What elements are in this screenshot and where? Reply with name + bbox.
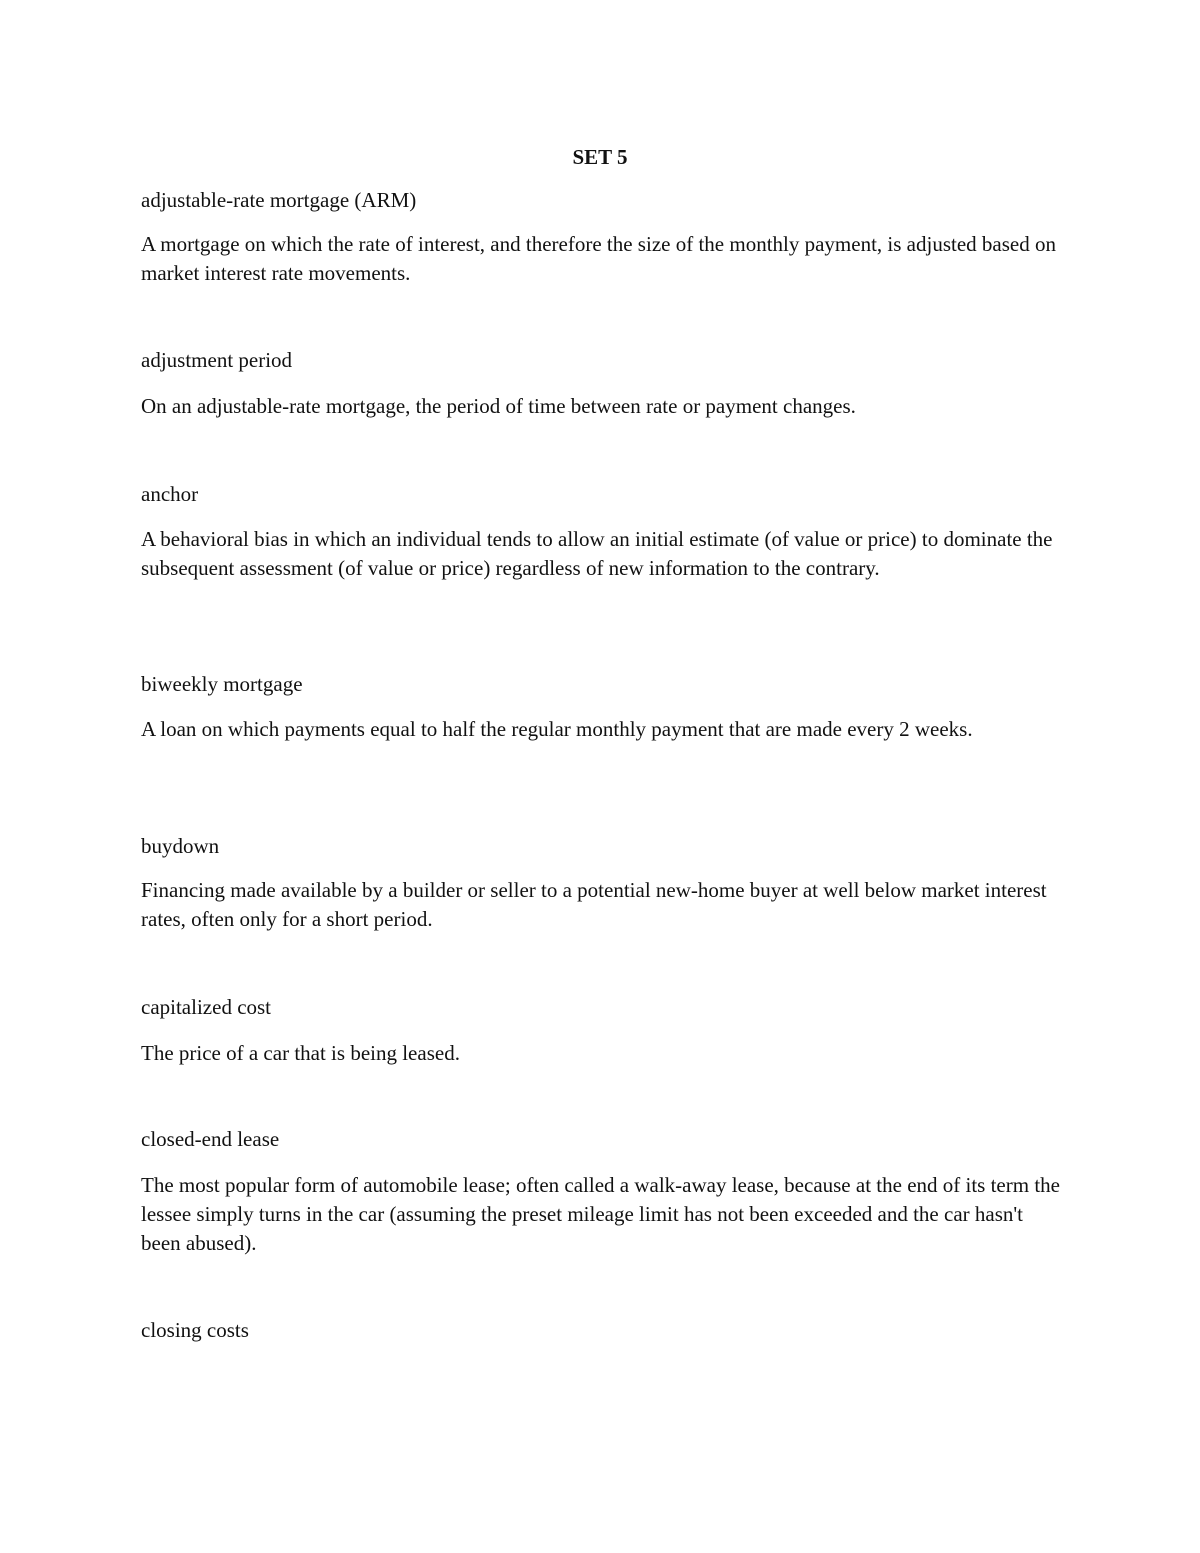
glossary-definition-adjustment-period: On an adjustable-rate mortgage, the period of time between rate or payment changes. bbox=[141, 394, 856, 418]
glossary-term-anchor: anchor bbox=[141, 482, 199, 506]
glossary-term-biweekly-mortgage: biweekly mortgage bbox=[141, 672, 303, 696]
glossary-definition-adjustable-rate-mortgage: A mortgage on which the rate of interest, and therefore the size of the monthly payment, is adjusted based on market interest rate movements. bbox=[141, 232, 1056, 285]
glossary-definition-buydown: Financing made available by a builder or seller to a potential new-home buyer at well below market interest rates, often only for a short period. bbox=[141, 878, 1047, 931]
document-title: SET 5 bbox=[572, 145, 628, 169]
glossary-definition-closed-end-lease: The most popular form of automobile lease; often called a walk-away lease, because at the end of its term the lessee simply turns in the car (assuming the preset mileage limit has not been exceeded and the car hasn't been abused). bbox=[141, 1173, 1060, 1255]
glossary-term-capitalized-cost: capitalized cost bbox=[141, 995, 272, 1019]
glossary-term-closed-end-lease: closed-end lease bbox=[141, 1127, 280, 1151]
glossary-term-adjustment-period: adjustment period bbox=[141, 348, 293, 372]
glossary-term-closing-costs: closing costs bbox=[141, 1318, 249, 1342]
glossary-definition-capitalized-cost: The price of a car that is being leased. bbox=[141, 1041, 460, 1065]
glossary-definition-anchor: A behavioral bias in which an individual tends to allow an initial estimate (of value or price) to dominate the subsequent assessment (of value or price) regardless of new information to the contrary. bbox=[141, 527, 1053, 580]
glossary-term-buydown: buydown bbox=[141, 834, 220, 858]
glossary-term-adjustable-rate-mortgage: adjustable-rate mortgage (ARM) bbox=[141, 188, 417, 212]
glossary-definition-biweekly-mortgage: A loan on which payments equal to half the regular monthly payment that are made every 2 weeks. bbox=[141, 717, 973, 741]
